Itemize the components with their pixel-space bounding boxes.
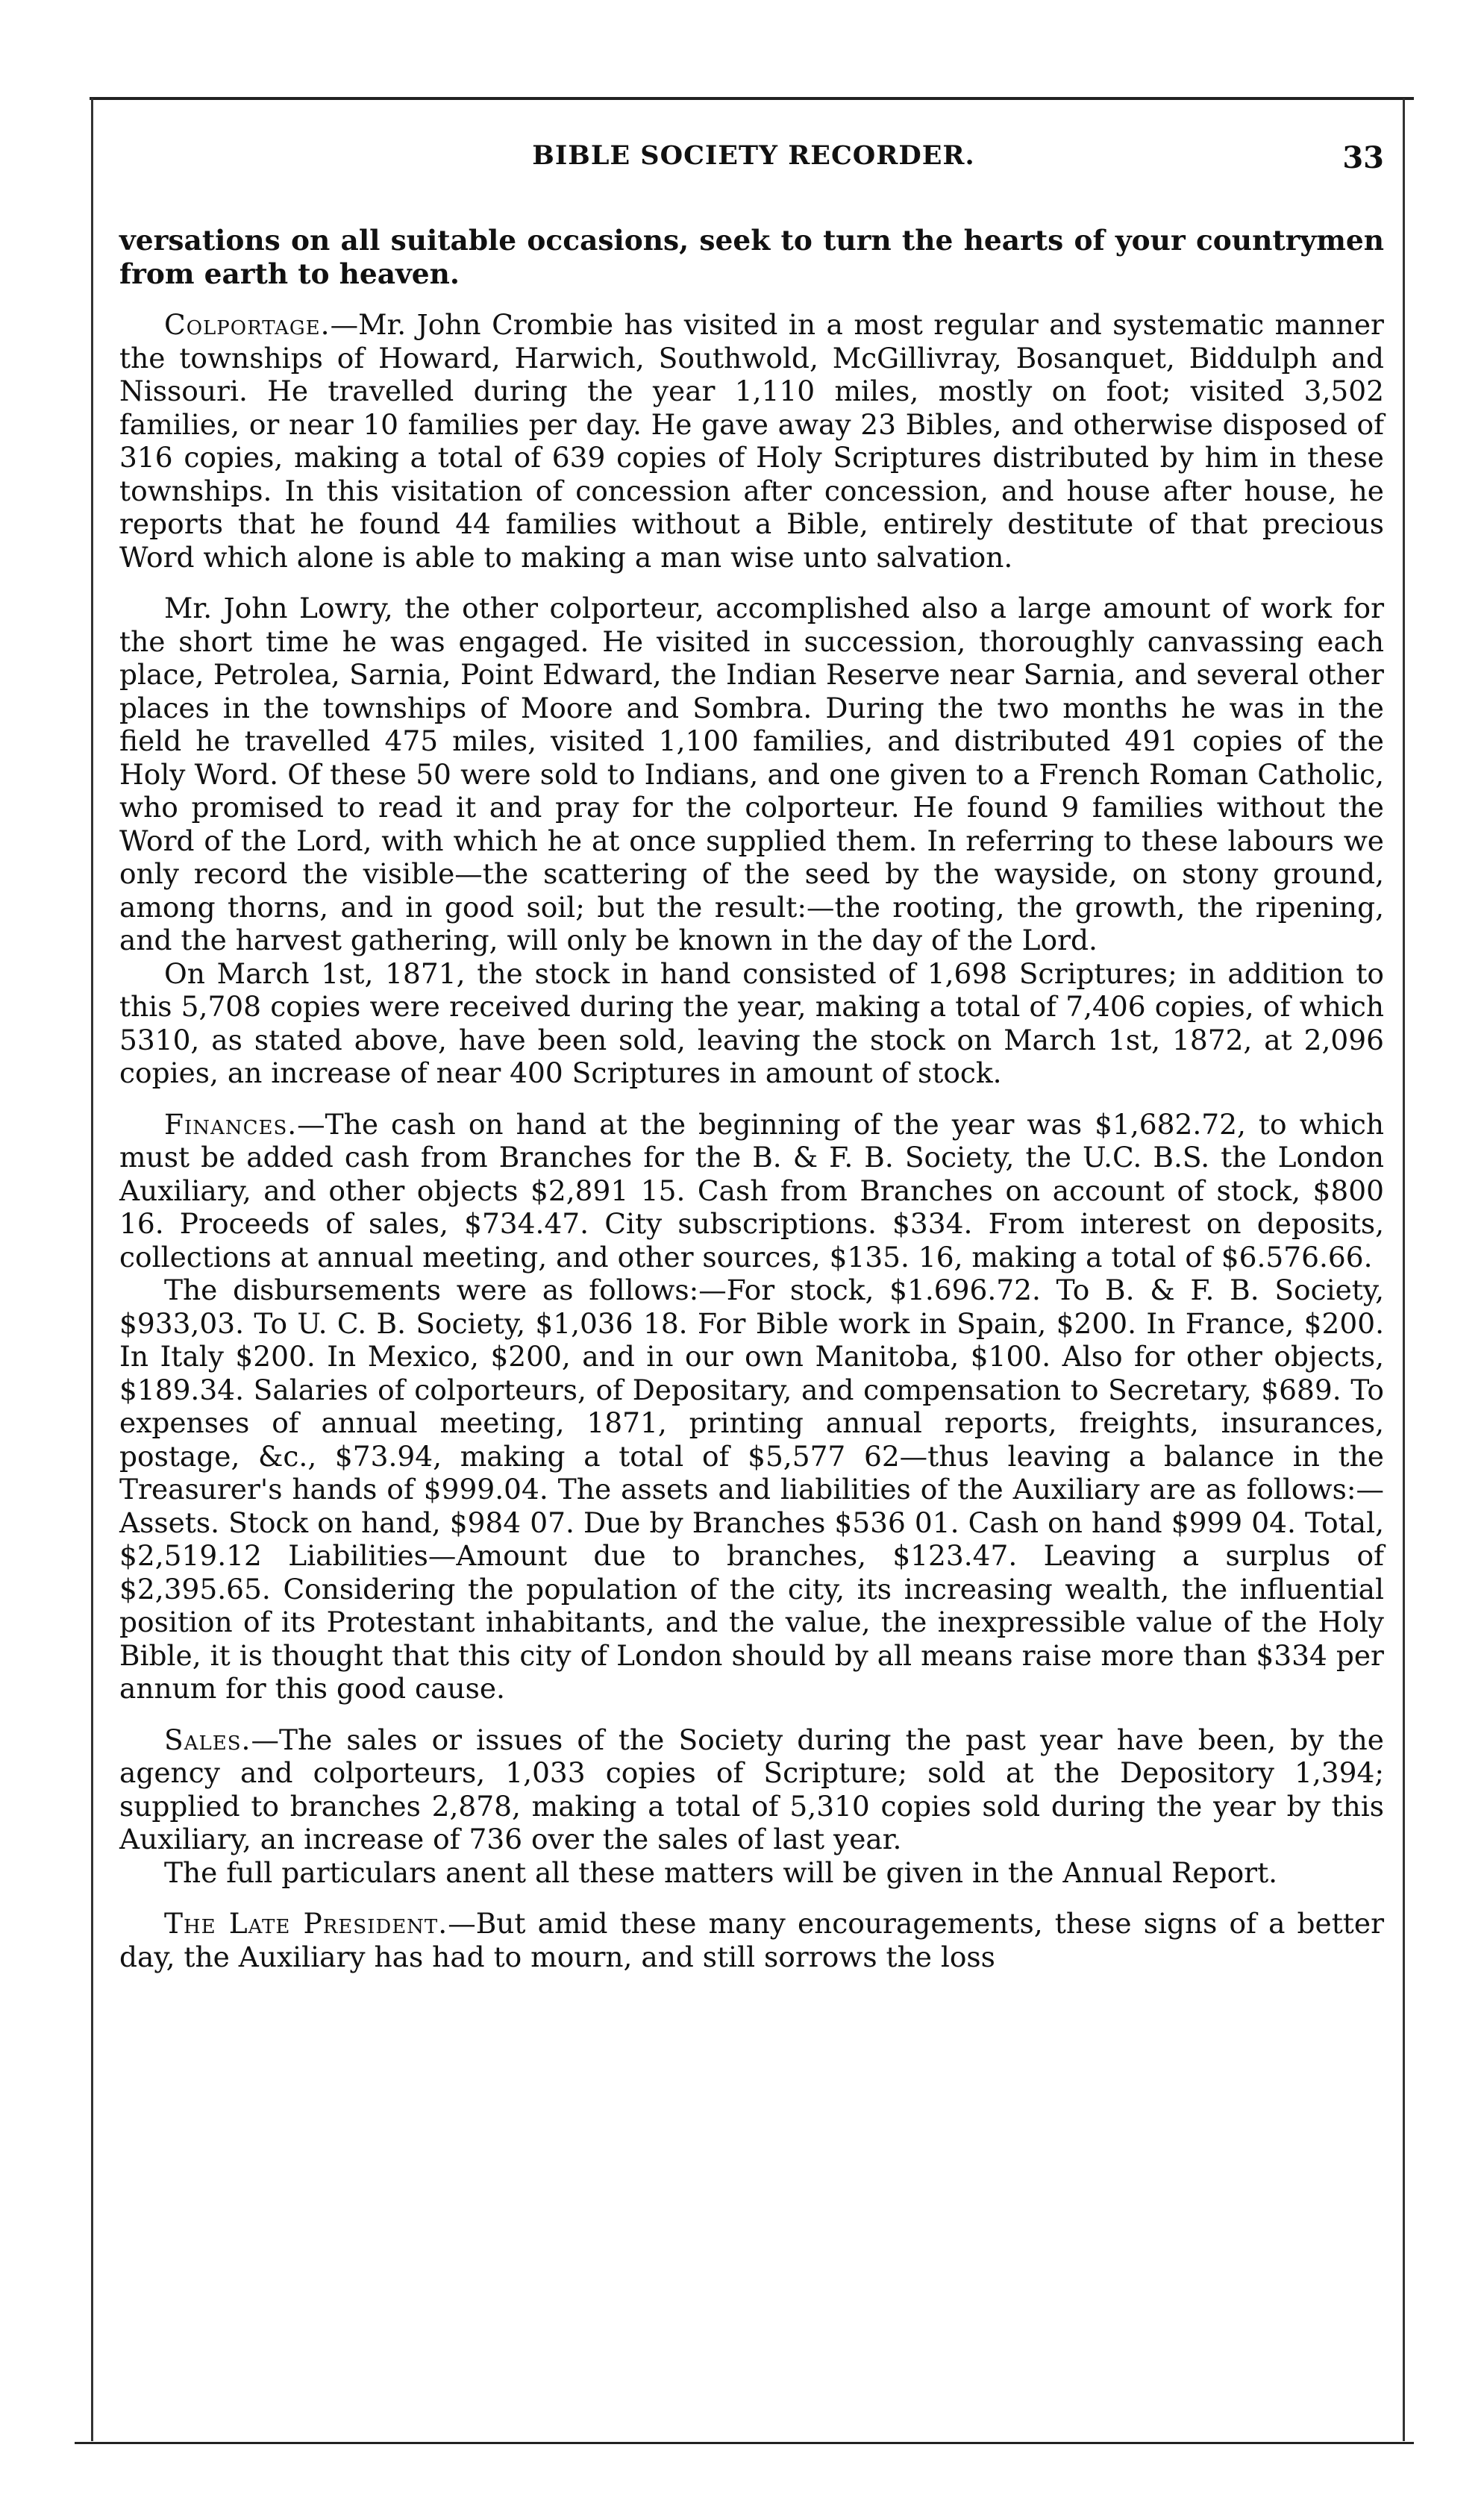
paragraph-stock: On March 1st, 1871, the stock in hand consisted of 1,698 Scriptures; in addition to this 5,708 copies were received during the year, making a total of 7,406 copies, of which 5310, as stated above, have been sold, leaving the stock on March 1st, 1872, at 2,096 copies, an increase of near 400 Scriptures in amount of stock. xyxy=(119,956,1384,1089)
running-title: BIBLE SOCIETY RECORDER. xyxy=(532,140,975,171)
page-number: 33 xyxy=(1342,140,1384,175)
body-text xyxy=(119,224,1384,1973)
right-rule xyxy=(1403,98,1405,2441)
left-rule xyxy=(91,98,93,2441)
paragraph-annual-report: The full particulars anent all these matters will be given in the Annual Report. xyxy=(164,1855,1278,1889)
paragraph-late-president-text: —But amid these many encouragements, these signs of a better day, the Auxiliary has had to mourn, and still sorrows the loss xyxy=(119,1907,1384,1973)
section-heading-late-president: The Late President. xyxy=(164,1907,448,1940)
paragraph-lowry: Mr. John Lowry, the other colporteur, accomplished also a large amount of work for the short time he was engaged. He visited in succession, thoroughly canvassing each place, Petrolea, Sarnia, Point Edward, the Indian Reserve near Sarnia, and several other places in the townships of Moore and Sombra. During the two months he was in the field he travelled 475 miles, visited 1,100 families, and distributed 491 copies of the Holy Word. Of these 50 were sold to Indians, and one given to a French Roman Catholic, who promised to read it and pray for the colporteur. He found 9 families without the Word of the Lord, with which he at once supplied them. In referring to these labours we only record the visible—the scattering of the seed by the wayside, on stony ground, among thorns, and in good soil; but the result:—the rooting, the growth, the ripening, and the harvest gathering, will only be known in the day of the Lord. xyxy=(119,592,1384,956)
paragraph-continuation: versations on all suitable occasions, seek to turn the hearts of your countrymen from earth to heaven. xyxy=(119,224,1384,290)
bottom-rule xyxy=(75,2442,1414,2444)
paragraph-disbursements: The disbursements were as follows:—For stock, $1.696.72. To B. & F. B. Society, $933,03. To U. C. B. Society, $1,036 18. For Bible work in Spain, $200. In France, $200. In Italy $200. In Mexico, $200, and in our own Manitoba, $100. Also for other objects, $189.34. Salaries of colporteurs, of Depositary, and compensation to Secretary, $689. To expenses of annual meeting, 1871, printing annual reports, freights, insurances, postage, &c., $73.94, making a total of $5,577 62—thus leaving a balance in the Treasurer's hands of $999.04. The assets and liabilities of the Auxiliary are as follows:—Assets. Stock on hand, $984 07. Due by Branches $536 01. Cash on hand $999 04. Total, $2,519.12 Liabilities—Amount due to branches, $123.47. Leaving a surplus of $2,395.65. Considering the population of the city, its increasing wealth, the influential position of its Protestant inhabitants, and the value, the inexpressible value of the Holy Bible, it is thought that this city of London should by all means raise more than $334 per annum for this good cause. xyxy=(119,1274,1384,1705)
page-header xyxy=(123,140,1384,185)
section-heading-colportage: Colportage. xyxy=(164,308,331,341)
paragraph-colportage xyxy=(119,308,1384,574)
top-rule xyxy=(90,97,1414,100)
section-heading-finances: Finances. xyxy=(164,1107,298,1141)
paragraph-late-president xyxy=(119,1907,1384,1973)
paragraph-colportage-text: —Mr. John Crombie has visited in a most regular and systematic manner the townships of Howard, Harwich, Southwold, McGillivray, Bosanquet, Biddulph and Nissouri. He travelled during the year 1,110 miles, mostly on foot; visited 3,502 families, or near 10 families per day. He gave away 23 Bibles, and otherwise disposed of 316 copies, making a total of 639 copies of Holy Scriptures distributed by him in these townships. In this visitation of concession after concession, and house after house, he reports that he found 44 families without a Bible, entirely destitute of that precious Word which alone is able to making a man wise unto salvation. xyxy=(119,308,1384,574)
paragraph-sales xyxy=(119,1723,1384,1856)
paragraph-finances xyxy=(119,1108,1384,1274)
paragraph-finances-text: —The cash on hand at the beginning of the year was $1,682.72, to which must be added cash from Branches for the B. & F. B. Society, the U.C. B.S. the London Auxiliary, and other objects $2,891 15. Cash from Branches on account of stock, $800 16. Proceeds of sales, $734.47. City subscriptions. $334. From interest on deposits, collections at annual meeting, and other sources, $135. 16, making a total of $6.576.66. xyxy=(119,1107,1384,1274)
section-heading-sales: Sales. xyxy=(164,1723,251,1756)
paragraph-sales-text: —The sales or issues of the Society during the past year have been, by the agency and colporteurs, 1,033 copies of Scripture; sold at the Depository 1,394; supplied to branches 2,878, making a total of 5,310 copies sold during the year by this Auxiliary, an increase of 736 over the sales of last year. xyxy=(119,1723,1384,1855)
